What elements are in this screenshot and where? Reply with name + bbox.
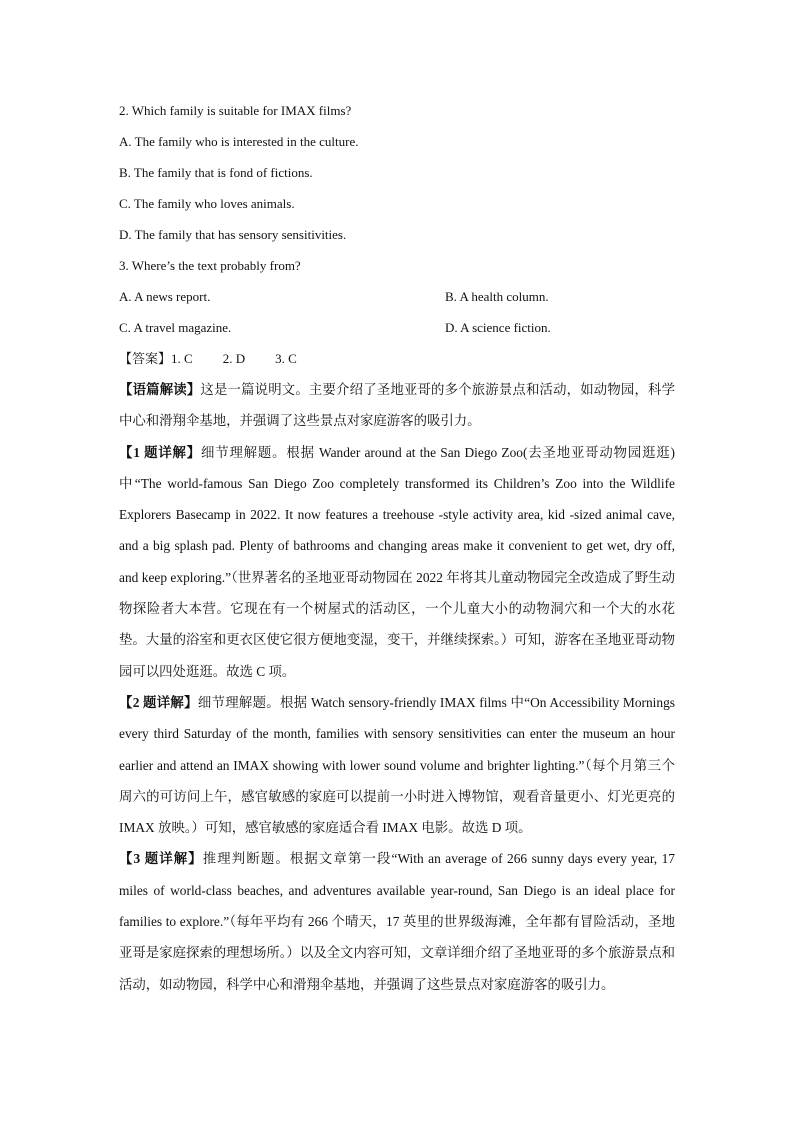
question-3-option-c: C. A travel magazine. bbox=[119, 320, 232, 335]
question-2-option-c: C. The family who loves animals. bbox=[119, 196, 295, 211]
question-2-option-b: B. The family that is fond of fictions. bbox=[119, 165, 313, 180]
question-2-option-d: D. The family that has sensory sensitivities. bbox=[119, 227, 347, 242]
detail-3 bbox=[119, 843, 675, 999]
question-3-option-b: B. A health column. bbox=[445, 289, 549, 304]
detail-2-label: 【2 题详解】 bbox=[119, 694, 198, 710]
question-2-option-a: A. The family who is interested in the culture. bbox=[119, 134, 359, 149]
question-3-option-d: D. A science fiction. bbox=[445, 320, 551, 335]
question-3-options-row-1 bbox=[119, 281, 675, 312]
answer-2: 2. D bbox=[222, 351, 246, 366]
reading-analysis bbox=[119, 374, 675, 437]
reading-label: 【语篇解读】 bbox=[119, 382, 201, 397]
answer-3: 3. C bbox=[275, 351, 297, 366]
reading-text: 这是一篇说明文。主要介绍了圣地亚哥的多个旅游景点和活动，如动物园，科学中心和滑翔伞基地，并强调了这些景点对家庭游客的吸引力。 bbox=[119, 382, 676, 429]
question-3-option-a: A. A news report. bbox=[119, 289, 211, 304]
detail-3-text: 推理判断题。根据文章第一段“With an average of 266 sunny days every year, 17 miles of world-class beaches, and adventures available year-round, San Diego is an ideal place for families to explore.”（每年平均有 266 个晴天，17 英里的世界级海滩，全年都有冒险活动，圣地亚哥是家庭探索的理想场所。）以及全文内容可知，文章详细介绍了圣地亚哥的多个旅游景点和活动，如动物园，科学中心和滑翔伞基地，并强调了这些景点对家庭游客的吸引力。 bbox=[119, 851, 675, 992]
detail-3-label: 【3 题详解】 bbox=[119, 851, 203, 867]
answer-line bbox=[119, 343, 675, 374]
detail-1-label: 【1 题详解】 bbox=[119, 444, 202, 460]
question-2-stem: 2. Which family is suitable for IMAX films? bbox=[119, 103, 352, 118]
detail-1 bbox=[119, 437, 675, 687]
question-3-stem: 3. Where’s the text probably from? bbox=[119, 258, 301, 273]
answer-label: 【答案】 bbox=[119, 351, 172, 366]
detail-1-text: 细节理解题。根据 Wander around at the San Diego Zoo(去圣地亚哥动物园逛逛)中“The world-famous San Diego Zoo completely transformed its Children’s Zoo into the Wildlife Explorers Basecamp in 2022. It now features a treehouse -style activity area, kid -sized animal cave, and a big splash pad. Plenty of bathrooms and changing areas make it convenient to get wet, dry off, and keep exploring.”（世界著名的圣地亚哥动物园在 2022 年将其儿童动物园完全改造成了野生动物探险者大本营。它现在有一个树屋式的活动区，一个儿童大小的动物洞穴和一个大的水花垫。大量的浴室和更衣区使它很方便地变湿，变干，并继续探索。）可知，游客在圣地亚哥动物园可以四处逛逛。故选 C 项。 bbox=[119, 444, 675, 679]
answer-1: 1. C bbox=[171, 351, 193, 366]
detail-2-text: 细节理解题。根据 Watch sensory-friendly IMAX films 中“On Accessibility Mornings every third Saturday of the month, families with sensory sensitivities can enter the museum an hour earlier and attend an IMAX showing with lower sound volume and brighter lighting.”（每个月第三个周六的可访问上午，感官敏感的家庭可以提前一小时进入博物馆，观看音量更小、灯光更亮的 IMAX 放映。）可知，感官敏感的家庭适合看 IMAX 电影。故选 D 项。 bbox=[119, 694, 676, 836]
document-page bbox=[119, 95, 675, 1000]
question-3-options-row-2 bbox=[119, 312, 675, 343]
detail-2 bbox=[119, 687, 675, 843]
